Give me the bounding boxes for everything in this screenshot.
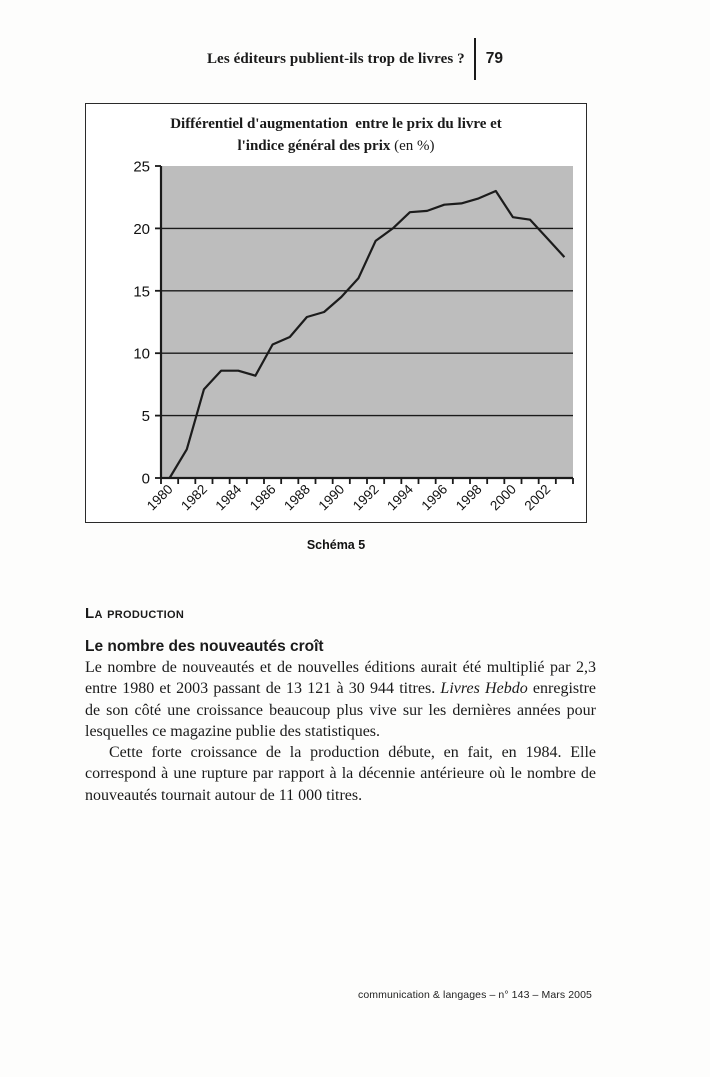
header-divider [474,38,476,80]
svg-text:1996: 1996 [418,481,451,514]
paragraph-1-end: enregistre de son côté une croissance beaucoup plus vive sur les dernières années pour lesquelles ce magazine publie des statistiques. [85,680,596,740]
paragraph-1-start: Le nombre de nouveautés et de nouvelles éditions aurait été multiplié par 2,3 entre 1980 et 2003 passant de 13 121 à 30 944 titres. [85,659,596,698]
chart-box [85,103,587,523]
svg-text:1984: 1984 [212,481,245,514]
svg-text:1980: 1980 [143,481,176,514]
svg-text:20: 20 [133,220,150,238]
subsection-heading: Le nombre des nouveautés croît [85,638,324,655]
svg-text:1988: 1988 [281,481,314,514]
journal-name-italic: Livres Hebdo [440,680,528,698]
figure-caption: Schéma 5 [306,538,366,552]
svg-text:10: 10 [133,345,150,363]
svg-text:1994: 1994 [384,481,417,514]
svg-text:2000: 2000 [487,481,520,514]
page-footer: communication & langages – n° 143 – Mars 2005 [357,989,592,1001]
paragraph-2: Cette forte croissance de la production débute, en fait, en 1984. Elle correspond à une rupture par rapport à la décennie antérieure où le nombre de nouveautés tournait autour de 11 000 titres. [85,744,596,804]
body-text [85,605,596,806]
svg-text:5: 5 [141,408,150,426]
svg-text:1992: 1992 [349,481,382,514]
chart-title-unit: (en %) [390,138,435,154]
chart-title-line2: l'indice général des prix [237,138,391,154]
chart-title [86,113,586,157]
chart-title-line1: Différentiel d'augmentation entre le prix du livre et [170,116,502,132]
paragraph-1 [85,657,596,742]
svg-text:1986: 1986 [246,481,279,514]
svg-text:25: 25 [133,158,150,176]
line-chart [86,158,586,522]
svg-text:1990: 1990 [315,481,348,514]
svg-text:1998: 1998 [452,481,485,514]
page-number: 79 [485,50,504,67]
svg-text:1982: 1982 [178,481,211,514]
section-heading: La production [85,605,185,622]
svg-text:2002: 2002 [521,481,554,514]
running-title: Les éditeurs publient-ils trop de livres ? [206,50,465,67]
page-header [0,38,710,80]
svg-text:0: 0 [141,470,150,488]
svg-text:15: 15 [133,283,150,301]
